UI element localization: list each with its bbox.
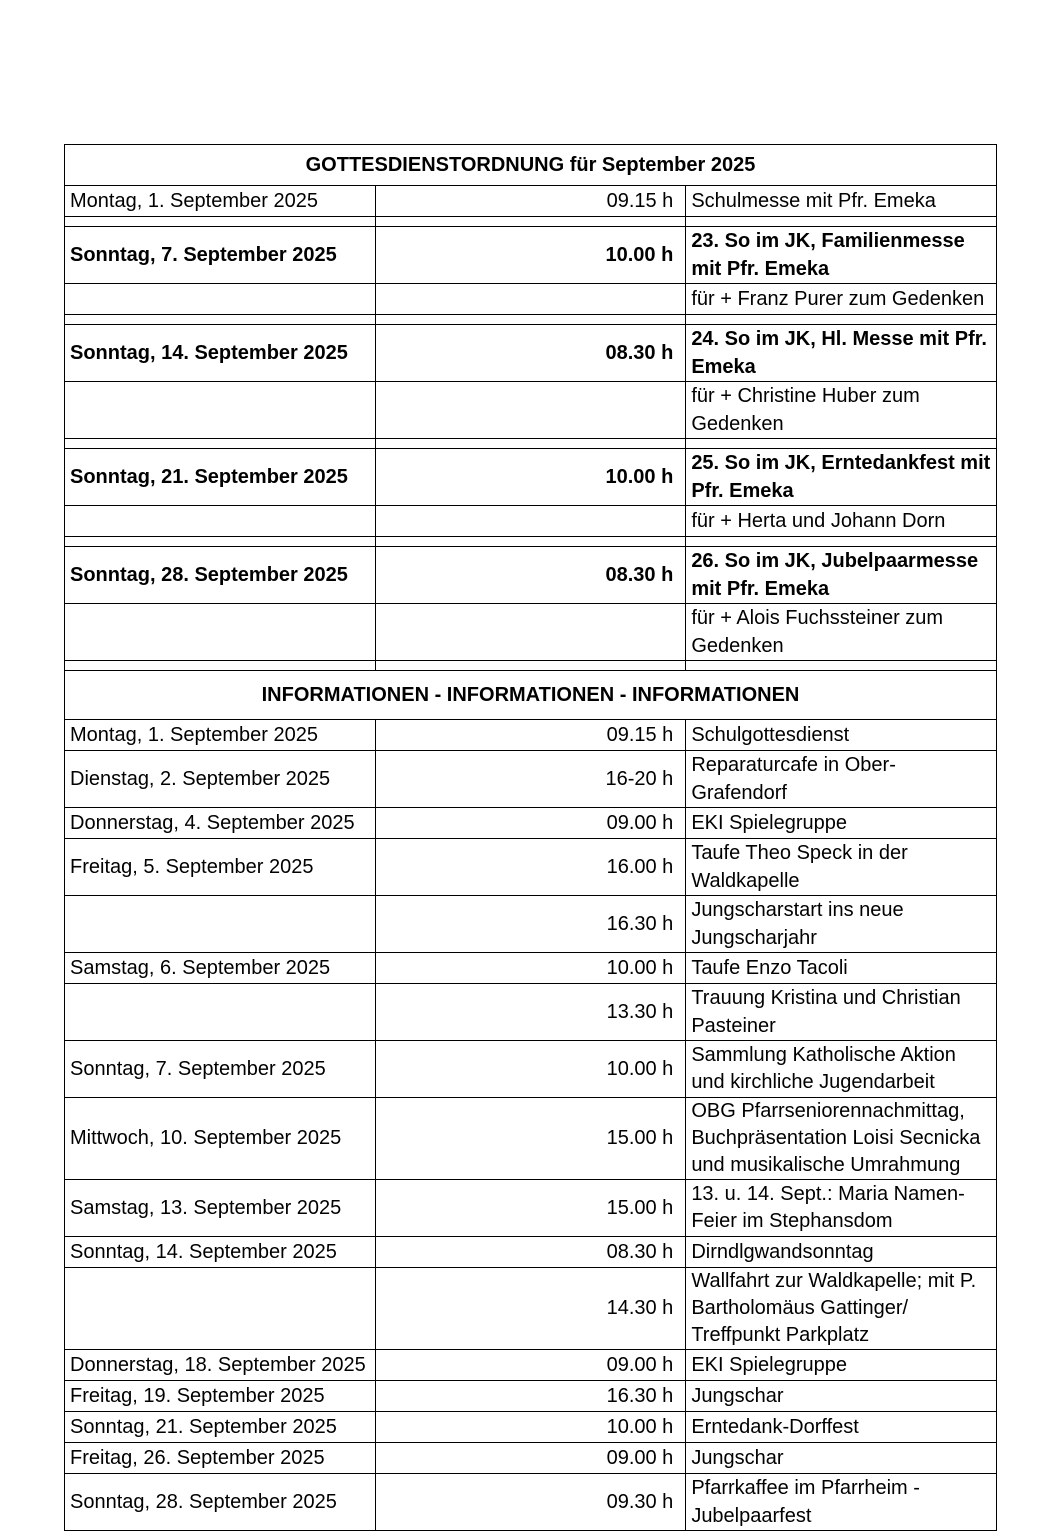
description-cell: für + Alois Fuchssteiner zum Gedenken [686, 604, 997, 661]
description-cell: Taufe Enzo Tacoli [686, 953, 997, 984]
time-cell: 09.00 h [375, 1443, 686, 1474]
time-cell: 10.00 h [375, 1041, 686, 1098]
spacer-cell [65, 315, 376, 325]
schedule-row [65, 325, 997, 382]
description-cell: für + Franz Purer zum Gedenken [686, 284, 997, 315]
info-row [65, 1474, 997, 1531]
date-cell: Dienstag, 2. September 2025 [65, 751, 376, 808]
date-cell: Mittwoch, 10. September 2025 [65, 1098, 376, 1180]
time-cell: 10.00 h [375, 1412, 686, 1443]
description-cell: 26. So im JK, Jubelpaarmesse mit Pfr. Emeka [686, 547, 997, 604]
info-row [65, 1381, 997, 1412]
date-cell: Samstag, 6. September 2025 [65, 953, 376, 984]
description-cell: Taufe Theo Speck in der Waldkapelle [686, 839, 997, 896]
info-title-row [65, 671, 997, 720]
time-cell: 08.30 h [375, 547, 686, 604]
description-cell: 13. u. 14. Sept.: Maria Namen-Feier im Stephansdom [686, 1180, 997, 1237]
schedule-row [65, 382, 997, 439]
schedule-table [64, 144, 997, 1531]
info-row [65, 1268, 997, 1350]
description-cell: für + Herta und Johann Dorn [686, 506, 997, 537]
description-cell: Jungscharstart ins neue Jungscharjahr [686, 896, 997, 953]
info-row [65, 751, 997, 808]
date-cell [65, 506, 376, 537]
description-cell: Wallfahrt zur Waldkapelle; mit P. Bartholomäus Gattinger/ Treffpunkt Parkplatz [686, 1268, 997, 1350]
date-cell [65, 896, 376, 953]
schedule-row [65, 284, 997, 315]
time-cell: 10.00 h [375, 227, 686, 284]
info-title: INFORMATIONEN - INFORMATIONEN - INFORMATIONEN [65, 671, 997, 720]
date-cell: Sonntag, 14. September 2025 [65, 325, 376, 382]
time-cell: 10.00 h [375, 953, 686, 984]
date-cell: Samstag, 13. September 2025 [65, 1180, 376, 1237]
schedule-spacer-row [65, 217, 997, 227]
date-cell [65, 984, 376, 1041]
time-cell [375, 284, 686, 315]
info-row [65, 1412, 997, 1443]
time-cell [375, 382, 686, 439]
spacer-cell [375, 537, 686, 547]
schedule-row [65, 186, 997, 217]
description-cell: 24. So im JK, Hl. Messe mit Pfr. Emeka [686, 325, 997, 382]
spacer-cell [65, 217, 376, 227]
info-row [65, 720, 997, 751]
spacer-cell [686, 439, 997, 449]
spacer-cell [65, 661, 376, 671]
time-cell [375, 506, 686, 537]
info-row [65, 1443, 997, 1474]
description-cell: für + Christine Huber zum Gedenken [686, 382, 997, 439]
spacer-cell [686, 661, 997, 671]
description-cell: Dirndlgwandsonntag [686, 1237, 997, 1268]
info-row [65, 896, 997, 953]
time-cell: 09.15 h [375, 720, 686, 751]
time-cell: 09.00 h [375, 808, 686, 839]
schedule-spacer-row [65, 439, 997, 449]
spacer-cell [375, 217, 686, 227]
date-cell: Freitag, 5. September 2025 [65, 839, 376, 896]
spacer-cell [375, 315, 686, 325]
info-row [65, 808, 997, 839]
description-cell: Reparaturcafe in Ober-Grafendorf [686, 751, 997, 808]
date-cell: Sonntag, 7. September 2025 [65, 227, 376, 284]
spacer-cell [686, 537, 997, 547]
schedule-title-row [65, 145, 997, 186]
time-cell: 13.30 h [375, 984, 686, 1041]
spacer-cell [65, 439, 376, 449]
description-cell: 23. So im JK, Familienmesse mit Pfr. Emeka [686, 227, 997, 284]
description-cell: EKI Spielegruppe [686, 1350, 997, 1381]
time-cell: 09.15 h [375, 186, 686, 217]
time-cell [375, 604, 686, 661]
schedule-row [65, 506, 997, 537]
schedule-spacer-row [65, 537, 997, 547]
time-cell: 09.30 h [375, 1474, 686, 1531]
date-cell [65, 1268, 376, 1350]
info-row [65, 1237, 997, 1268]
date-cell: Freitag, 26. September 2025 [65, 1443, 376, 1474]
time-cell: 10.00 h [375, 449, 686, 506]
date-cell: Donnerstag, 4. September 2025 [65, 808, 376, 839]
date-cell: Montag, 1. September 2025 [65, 186, 376, 217]
date-cell: Sonntag, 28. September 2025 [65, 1474, 376, 1531]
description-cell: EKI Spielegruppe [686, 808, 997, 839]
spacer-cell [375, 661, 686, 671]
description-cell: OBG Pfarrseniorennachmittag, Buchpräsentation Loisi Secnicka und musikalische Umrahmung [686, 1098, 997, 1180]
schedule-row [65, 604, 997, 661]
time-cell: 16-20 h [375, 751, 686, 808]
time-cell: 14.30 h [375, 1268, 686, 1350]
date-cell [65, 382, 376, 439]
date-cell: Sonntag, 28. September 2025 [65, 547, 376, 604]
date-cell [65, 284, 376, 315]
info-row [65, 839, 997, 896]
schedule-row [65, 227, 997, 284]
spacer-cell [65, 537, 376, 547]
description-cell: Trauung Kristina und Christian Pasteiner [686, 984, 997, 1041]
schedule-table-body [65, 145, 997, 1531]
description-cell: Erntedank-Dorffest [686, 1412, 997, 1443]
schedule-spacer-row [65, 661, 997, 671]
info-row [65, 1180, 997, 1237]
spacer-cell [686, 315, 997, 325]
description-cell: Jungschar [686, 1381, 997, 1412]
info-row [65, 1350, 997, 1381]
schedule-spacer-row [65, 315, 997, 325]
date-cell: Sonntag, 7. September 2025 [65, 1041, 376, 1098]
time-cell: 08.30 h [375, 1237, 686, 1268]
info-row [65, 953, 997, 984]
time-cell: 09.00 h [375, 1350, 686, 1381]
date-cell: Donnerstag, 18. September 2025 [65, 1350, 376, 1381]
time-cell: 08.30 h [375, 325, 686, 382]
date-cell [65, 604, 376, 661]
description-cell: 25. So im JK, Erntedankfest mit Pfr. Emeka [686, 449, 997, 506]
description-cell: Schulmesse mit Pfr. Emeka [686, 186, 997, 217]
spacer-cell [686, 217, 997, 227]
schedule-title: GOTTESDIENSTORDNUNG für September 2025 [65, 145, 997, 186]
schedule-row [65, 547, 997, 604]
description-cell: Schulgottesdienst [686, 720, 997, 751]
date-cell: Montag, 1. September 2025 [65, 720, 376, 751]
description-cell: Jungschar [686, 1443, 997, 1474]
time-cell: 15.00 h [375, 1098, 686, 1180]
description-cell: Pfarrkaffee im Pfarrheim - Jubelpaarfest [686, 1474, 997, 1531]
date-cell: Sonntag, 14. September 2025 [65, 1237, 376, 1268]
time-cell: 16.00 h [375, 839, 686, 896]
spacer-cell [375, 439, 686, 449]
time-cell: 16.30 h [375, 896, 686, 953]
date-cell: Freitag, 19. September 2025 [65, 1381, 376, 1412]
date-cell: Sonntag, 21. September 2025 [65, 1412, 376, 1443]
schedule-row [65, 449, 997, 506]
time-cell: 15.00 h [375, 1180, 686, 1237]
info-row [65, 984, 997, 1041]
date-cell: Sonntag, 21. September 2025 [65, 449, 376, 506]
time-cell: 16.30 h [375, 1381, 686, 1412]
info-row [65, 1098, 997, 1180]
description-cell: Sammlung Katholische Aktion und kirchliche Jugendarbeit [686, 1041, 997, 1098]
info-row [65, 1041, 997, 1098]
